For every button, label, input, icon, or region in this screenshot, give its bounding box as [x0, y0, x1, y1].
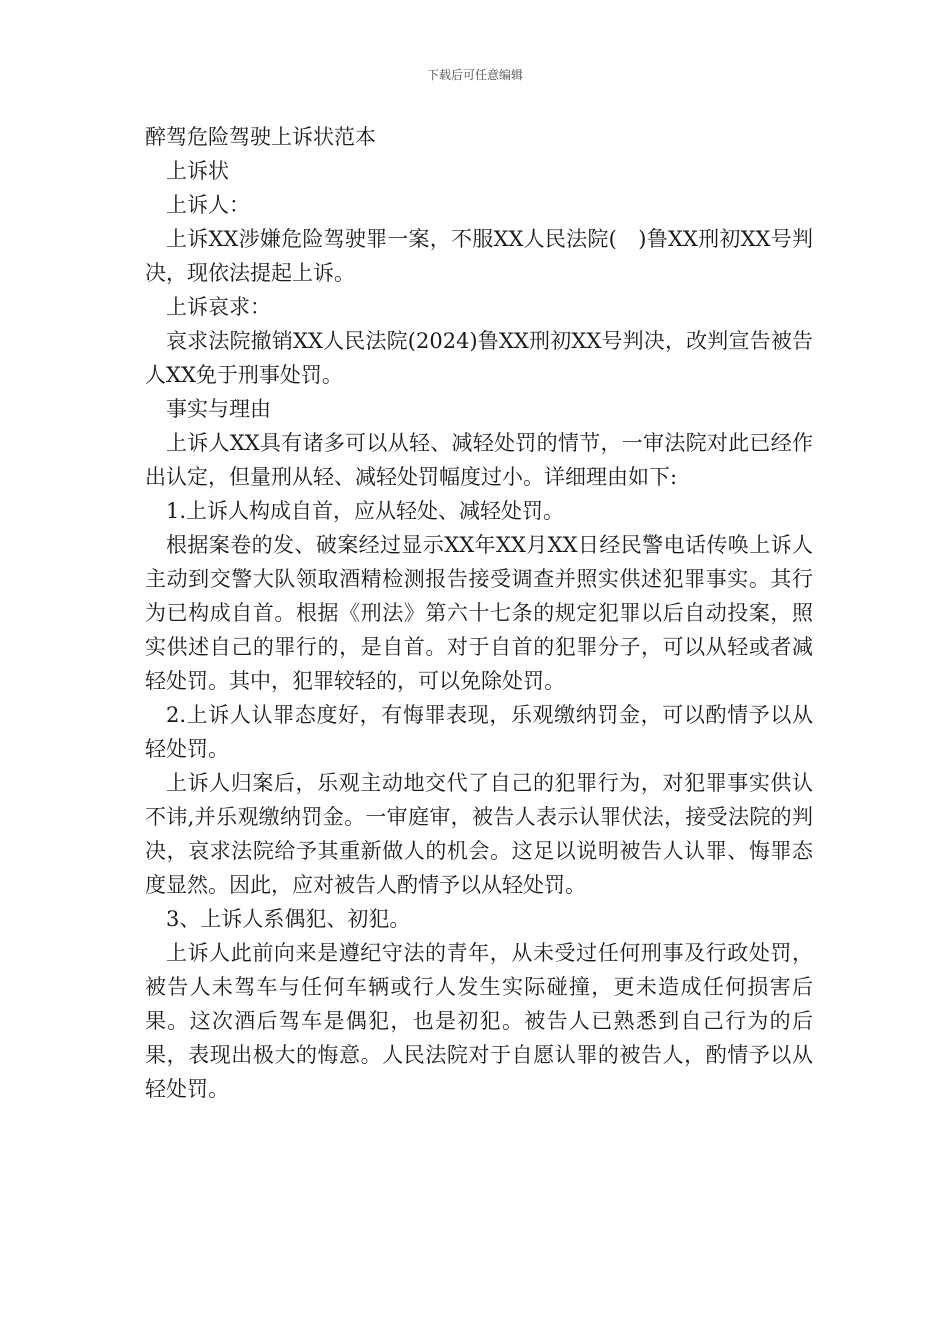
- paragraph-point-3-heading: 3、上诉人系偶犯、初犯。: [166, 907, 411, 931]
- paragraph-facts-intro: 上诉人XX具有诸多可以从轻、减轻处罚的情节，一审法院对此已经作出认定，但量刑从轻、减轻处罚幅度过小。详细理由如下:: [145, 431, 813, 489]
- paragraph-heading-appeal: 上诉状: [166, 159, 229, 183]
- paragraph-request-heading: 上诉哀求：: [166, 295, 271, 319]
- paragraph-point-2-heading: 2.上诉人认罪态度好，有悔罪表现，乐观缴纳罚金，可以酌情予以从轻处罚。: [145, 703, 813, 761]
- paragraph-point-1-heading: 1.上诉人构成自首，应从轻处、减轻处罚。: [166, 499, 565, 523]
- paragraph-point-3-body: 上诉人此前向来是遵纪守法的青年，从未受过任何刑事及行政处罚，被告人未驾车与任何车辆或行人发生实际碰撞，更未造成任何损害后果。这次酒后驾车是偶犯，也是初犯。被告人已熟悉到自己行为的后果，表现出极大的悔意。人民法院对于自愿认罪的被告人，酌情予以从轻处罚。: [145, 941, 813, 1101]
- paragraph-appellant: 上诉人：: [166, 193, 250, 217]
- page-header: 下载后可任意编辑: [426, 68, 523, 82]
- document-body: [145, 120, 813, 1106]
- paragraph-case-intro: 上诉XX涉嫌危险驾驶罪一案，不服XX人民法院( )鲁XX刑初XX号判决，现依法提起上诉。: [145, 227, 813, 285]
- paragraph-request: 哀求法院撤销XX人民法院(2024)鲁XX刑初XX号判决，改判宣告被告人XX免于刑事处罚。: [145, 329, 813, 387]
- paragraph-point-1-body: 根据案卷的发、破案经过显示XX年XX月XX日经民警电话传唤上诉人主动到交警大队领取酒精检测报告接受调查并照实供述犯罪事实。其行为已构成自首。根据《刑法》第六十七条的规定犯罪以后自动投案，照实供述自己的罪行的，是自首。对于自首的犯罪分子，可以从轻或者减轻处罚。其中，犯罪较轻的，可以免除处罚。: [145, 533, 813, 693]
- paragraph-facts-heading: 事实与理由: [166, 397, 271, 421]
- paragraph-point-2-body: 上诉人归案后，乐观主动地交代了自己的犯罪行为，对犯罪事实供认不讳,并乐观缴纳罚金。一审庭审，被告人表示认罪伏法，接受法院的判决，哀求法院给予其重新做人的机会。这足以说明被告人认罪、悔罪态度显然。因此，应对被告人酌情予以从轻处罚。: [145, 771, 813, 897]
- document-title: 醉驾危险驾驶上诉状范本: [145, 125, 376, 149]
